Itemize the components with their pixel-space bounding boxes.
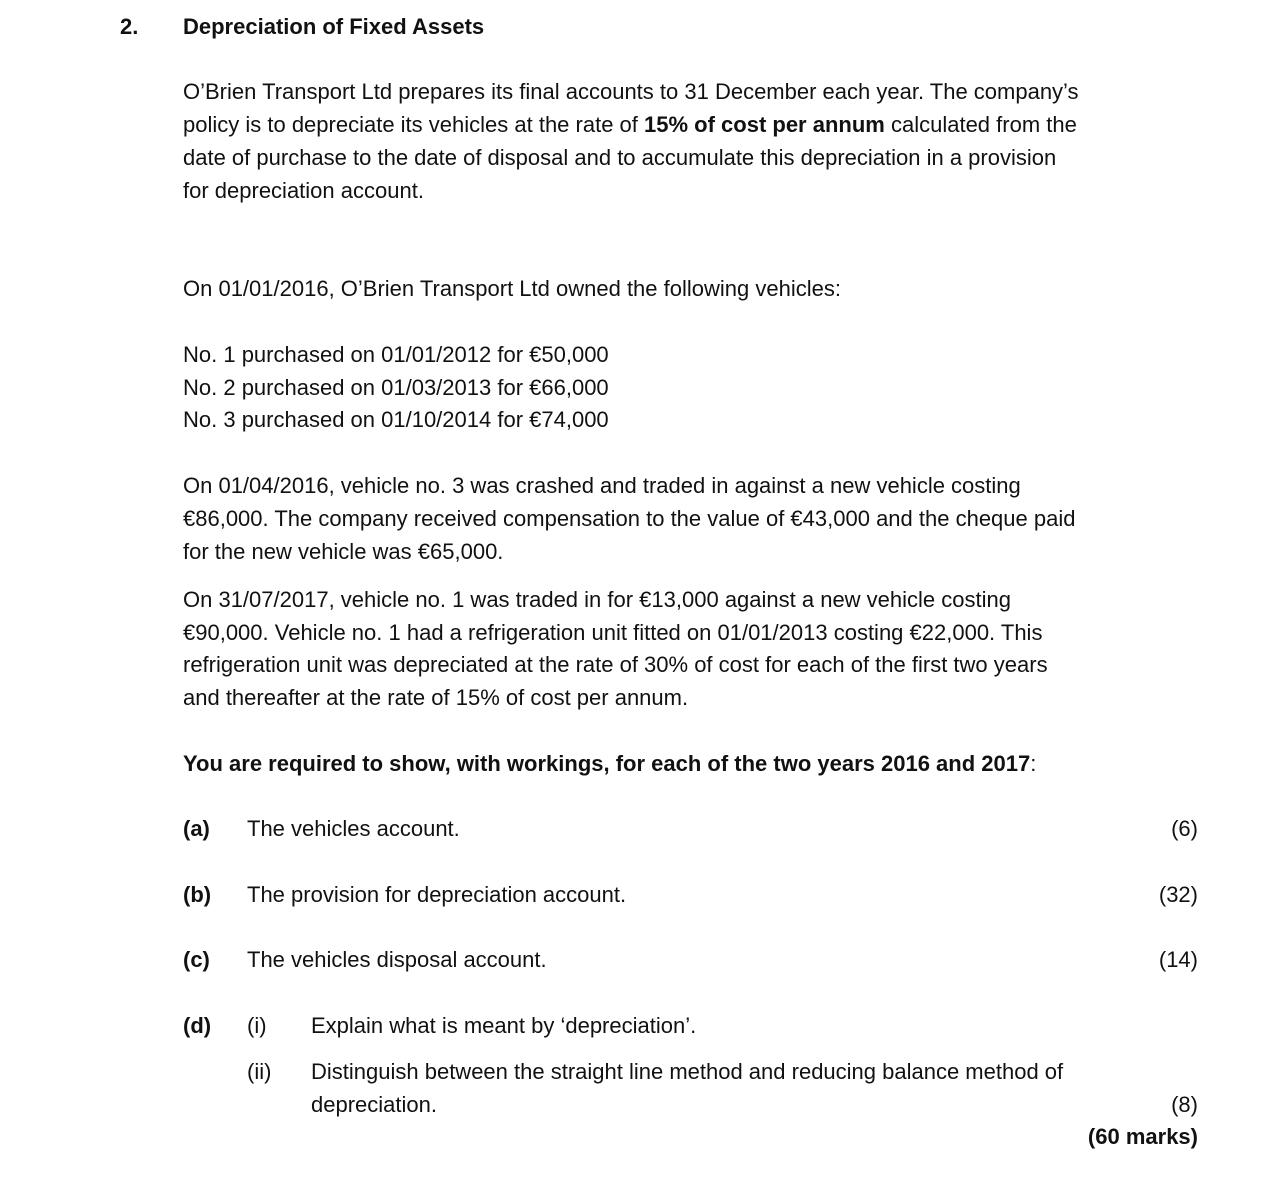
event-line: €90,000. Vehicle no. 1 had a refrigeration unit fitted on 01/01/2013 costing €22,000. This [183, 620, 1043, 645]
question-number: 2. [120, 14, 139, 39]
vehicle-item: No. 2 purchased on 01/03/2013 for €66,000 [183, 375, 609, 400]
part-b-label: (b) [183, 882, 212, 907]
part-c-text: The vehicles disposal account. [247, 947, 547, 972]
requirement-statement [183, 747, 1036, 780]
intro-line: for depreciation account. [183, 178, 424, 203]
part-d-ii-text: Distinguish between the straight line method and reducing balance method of [311, 1059, 1064, 1084]
part-d-marks: (8) [1171, 1092, 1198, 1117]
part-b-text: The provision for depreciation account. [247, 882, 627, 907]
event-line: and thereafter at the rate of 15% of cost per annum. [183, 685, 689, 710]
intro-text: policy is to depreciate its vehicles at the rate of [183, 112, 645, 137]
event-line: On 31/07/2017, vehicle no. 1 was traded in for €13,000 against a new vehicle costing [183, 587, 1011, 612]
requirement-text: You are required to show, with workings, for each of the two years 2016 and 2017 [183, 751, 1031, 776]
intro-text: calculated from the [884, 112, 1077, 137]
vehicle-item: No. 3 purchased on 01/10/2014 for €74,000 [183, 407, 609, 432]
total-marks: (60 marks) [1087, 1124, 1198, 1149]
part-a-text: The vehicles account. [247, 816, 460, 841]
intro-line [183, 108, 1077, 141]
intro-line: O’Brien Transport Ltd prepares its final accounts to 31 December each year. The company’s [183, 79, 1079, 104]
owned-intro: On 01/01/2016, O’Brien Transport Ltd owned the following vehicles: [183, 276, 841, 301]
part-a-label: (a) [183, 816, 210, 841]
event-line: refrigeration unit was depreciated at the rate of 30% of cost for each of the first two years [183, 652, 1048, 677]
depreciation-rate: 15% of cost per annum [644, 112, 885, 137]
question-title: Depreciation of Fixed Assets [183, 14, 485, 39]
intro-line: date of purchase to the date of disposal and to accumulate this depreciation in a provision [183, 145, 1057, 170]
vehicle-item: No. 1 purchased on 01/01/2012 for €50,000 [183, 342, 609, 367]
part-d-ii-text: depreciation. [311, 1092, 437, 1117]
requirement-colon: : [1030, 751, 1037, 776]
part-a-marks: (6) [1171, 816, 1198, 841]
part-d-ii-label: (ii) [247, 1059, 272, 1084]
part-d-i-text: Explain what is meant by ‘depreciation’. [311, 1013, 697, 1038]
event-line: for the new vehicle was €65,000. [183, 539, 504, 564]
event-line: €86,000. The company received compensation to the value of €43,000 and the cheque paid [183, 506, 1076, 531]
part-d-i-label: (i) [247, 1013, 267, 1038]
part-c-label: (c) [183, 947, 210, 972]
part-c-marks: (14) [1158, 947, 1198, 972]
part-d-label: (d) [183, 1013, 212, 1038]
part-b-marks: (32) [1158, 882, 1198, 907]
event-line: On 01/04/2016, vehicle no. 3 was crashed and traded in against a new vehicle costing [183, 473, 1021, 498]
